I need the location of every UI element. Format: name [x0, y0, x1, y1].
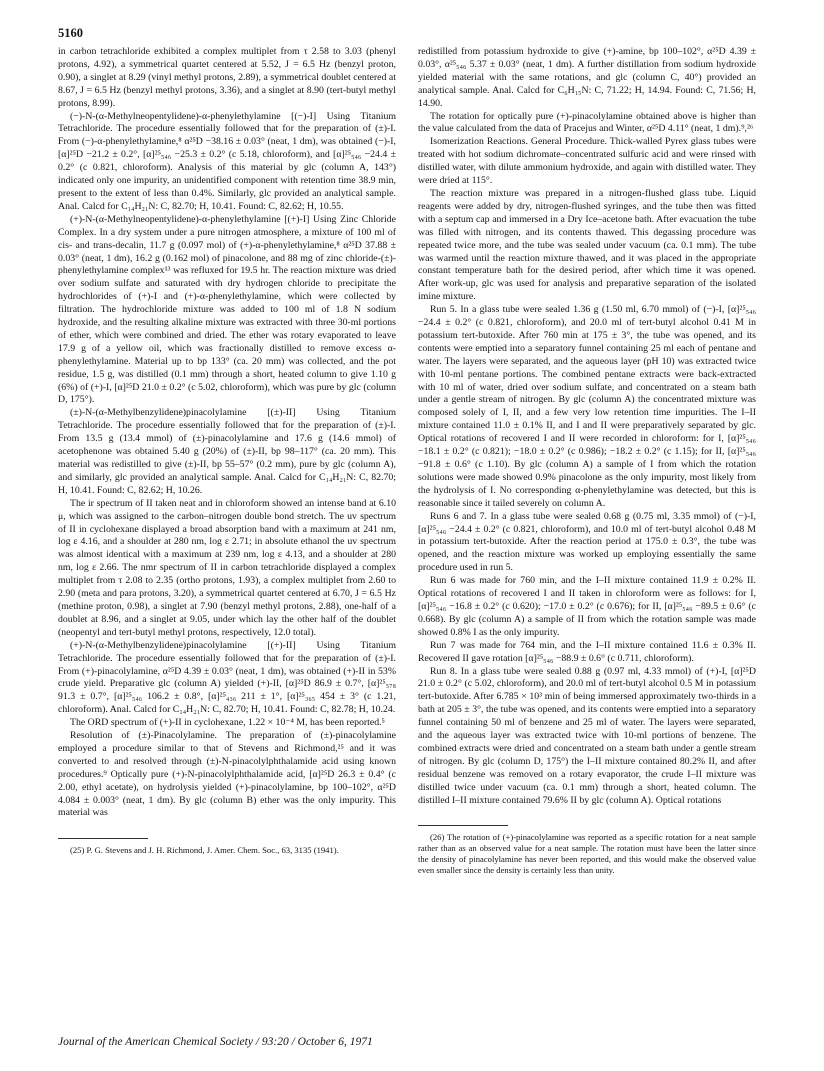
- paragraph: Resolution of (±)-Pinacolylamine. The preparation of (±)-pinacolylamine employed a procedure similar to that of Stevens and Richmond,²⁵ and it was converted to and resolved through (±)-N-pinacolylphthalamide acid using known procedures.⁹ Optically pure (+)-N-pinacolylphthalamide acid, [α]²⁵D 26.3 ± 0.4° (c 2.00, ethyl acetate), on hydrolysis yielded (+)-pinacolylamine, bp 100–102°, α²⁵D 4.084 ± 0.003° (neat, 1 dm). By glc (column B) ether was the only impurity. This material was: [58, 730, 396, 819]
- footnote: (25) P. G. Stevens and J. H. Richmond, J. Amer. Chem. Soc., 63, 3135 (1941).: [70, 845, 339, 856]
- paragraph: Run 7 was made for 764 min, and the I–II mixture contained 11.6 ± 0.3% II. Recovered II gave rotation [α]²⁵₅₄₆ −88.9 ± 0.6° (c 0.711, chloroform).: [418, 639, 756, 664]
- paragraph: (+)-N-(α-Methylneopentylidene)-α-phenylethylamine [(+)-I] Using Zinc Chloride Complex. In a dry system under a pure nitrogen atmosphere, a mixture of 100 ml of cis- and trans-decalin, 11.7 g (0.097 mol) of (+)-α-phenylethylamine,⁸ α²⁵D 37.88 ± 0.03° (neat, 1 dm), 16.2 g (0.162 mol) of pinacolone, and 88 mg of zinc chloride-(±)-phenylethylamine complex¹³ was refluxed for 19.5 hr. The reaction mixture was dried over sodium sulfate and saturated with dry hydrogen chloride to precipitate the hydrochlorides of (+)-I and (+)-α-phenylethylamine, which were collected by filtration. The hydrochloride mixture was added to 100 ml of 1.8 N sodium hydroxide, and the resulting alkaline mixture was extracted with three 30-ml portions of ether, which were combined and dried. The ether was rotary evaporated to leave 17.9 g of a yellow oil, which was fractionally distilled to remove excess α-phenylethylamine. Material up to bp 133° (ca. 20 mm) was collected, and the pot residue, 1.5 g, was distilled (0.1 mm) through a short, heated column to give 1.10 g (6%) of (+)-I, [α]²⁵D 21.0 ± 0.2° (c 5.02, chloroform), which was pure by glc (column D, 175°).: [58, 213, 396, 406]
- footnote-divider: [418, 825, 508, 826]
- paragraph: (+)-N-(α-Methylbenzylidene)pinacolylamine [(+)-II] Using Titanium Tetrachloride. The procedure essentially followed that for the preparation of (±)-I. From (+)-pinacolylamine, α²⁵D 4.39 ± 0.03° (neat, 1 dm), was obtained (+)-II in 53% crude yield. Preparative glc (column A) yielded (+)-II, [α]²⁵D 86.9 ± 0.7°, [α]²⁵₅₇₈ 91.3 ± 0.7°, [α]²⁵₅₄₆ 106.2 ± 0.8°, [α]²⁵₄₃₆ 211 ± 1°, [α]²⁵₃₆₅ 454 ± 3° (c 1.21, chloroform). Anal. Calcd for C₁₄H₂₁N: C, 82.70; H, 10.41. Found: C, 82.78; H, 10.24.: [58, 639, 396, 716]
- paragraph: The rotation for optically pure (+)-pinacolylamine obtained above is higher than the value calculated from the data of Pracejus and Winter, α²⁵D 4.11° (neat, 1 dm).⁹,²⁶: [418, 110, 756, 135]
- left-column: [58, 46, 396, 856]
- footnote: (26) The rotation of (+)-pinacolylamine was reported as a specific rotation for a neat sample rather than as an observed value for a neat sample. The rotation must have been the latter since the density of pinacolylamine has never been reported, and this would make the observed value even smaller since the density is certainly less than unity.: [418, 832, 756, 876]
- paragraph: Run 6 was made for 760 min, and the I–II mixture contained 11.9 ± 0.2% II. Optical rotations of recovered I and II taken in chloroform were as follows: for I, [α]²⁵₅₄₆ −16.8 ± 0.2° (c 0.620); −17.0 ± 0.2° (c 0.676); for II, [α]²⁵₅₄₆ −89.5 ± 0.6° (c 0.668). By glc (column A) a sample of II from which the rotation sample was made showed 0.8% I as the only impurity.: [418, 575, 756, 638]
- paragraph: in carbon tetrachloride exhibited a complex multiplet from τ 2.58 to 3.03 (phenyl protons, 4.92), a symmetrical quartet centered at 5.52, J = 6.5 Hz (benzyl proton, 0.90), a singlet at 8.29 (vinyl methyl protons, 2.89), a symmetrical doublet centered at 8.67, J = 6.5 Hz (benzyl methyl protons, 3.36), and a singlet at 8.90 (tert-butyl methyl protons, 8.99).: [58, 46, 396, 109]
- paragraph: Isomerization Reactions. General Procedure. Thick-walled Pyrex glass tubes were treated with hot sodium dichromate–concentrated sulfuric acid and were rinsed with distilled water, with dilute ammonium hydroxide, and again with distilled water. They were dried at 115°.: [418, 136, 756, 187]
- paragraph: Run 5. In a glass tube were sealed 1.36 g (1.50 ml, 6.70 mmol) of (−)-I, [α]²⁵₅₄₆ −24.4 ± 0.2° (c 0.821, chloroform), and 20.0 ml of tert-butyl alcohol 0.41 M in potassium tert-butoxide. After 760 min at 175 ± 3°, the tube was opened, and its contents were emptied into a separatory funnel containing 25 ml each of pentane and water. The layers were separated, and the aqueous layer (pH 10) was extracted twice with 10-ml pentane portions. The combined pentane extracts were back-extracted with 10 ml of water, dried over sodium sulfate, and concentrated on a steam bath under a gentle stream of nitrogen. By glc (column A) the concentrated mixture was composed solely of I, II, and a few very low retention time impurities. The I–II mixture contained 11.0 ± 0.1% II, and I and II were preparatively separated by glc. Optical rotations of recovered I and II were recorded in chloroform: for I, [α]²⁵₅₄₆ −18.1 ± 0.2° (c 0.821); −18.0 ± 0.2° (c 0.986); −18.2 ± 0.2° (c 1.15); for II, [α]²⁵₅₄₆ −91.8 ± 0.6° (c 1.10). By glc (column A) a sample of I from which the rotation solutions were made showed 0.9% pinacolone as the only impurity, most likely from the hydrolysis of I. No corresponding α-phenylethylamine was detected, but this is reasonable since it tailed severely on column A.: [418, 304, 756, 509]
- page-number: 5160: [58, 26, 83, 40]
- paragraph: The reaction mixture was prepared in a nitrogen-flushed glass tube. Liquid reagents were added by dry, nitrogen-flushed syringes, and the tube then was fitted with a septum cap and immersed in a Dry Ice–acetone bath. After evacuation the tube was filled with nitrogen, and its contents thawed. This degassing procedure was repeated twice more, and the tube was sealed under vacuum (ca. 0.1 mm). The tube was warmed until the reaction mixture thawed, and it was placed in the appropriate constant temperature bath for the desired period, after which time it was opened. After work-up, glc was used for analysis and preparative separation of the isolated imine mixture.: [418, 187, 756, 303]
- footnote-divider: [58, 838, 148, 839]
- paragraph: (±)-N-(α-Methylbenzylidene)pinacolylamine [(±)-II] Using Titanium Tetrachloride. The procedure essentially followed that for the preparation of (±)-I. From 13.5 g (13.4 mmol) of (±)-pinacolylamine and 17.6 g (14.6 mmol) of acetophenone was obtained 5.40 g (20%) of (±)-II, bp 98–117° (ca. 20 mm). This material was redistilled to give (±)-II, bp 55–57° (0.2 mm), pure by glc (column A), and similarly, glc provided an analytical sample. Anal. Calcd for C₁₄H₂₁N: C, 82.70; H, 10.41. Found: C, 82.62; H, 10.26.: [58, 407, 396, 496]
- paragraph: Run 8. In a glass tube were sealed 0.88 g (0.97 ml, 4.33 mmol) of (+)-I, [α]²⁵D 21.0 ± 0.2° (c 5.02, chloroform), and 20.0 ml of tert-butyl alcohol 0.5 M in potassium tert-butoxide. After 6.785 × 10³ min of being immersed approximately two-thirds in a bath at 205 ± 3°, the tube was opened, and its contents were emptied into a separatory funnel containing 50 ml of benzene and 25 ml of water. The layers were separated, and the aqueous layer was extracted twice with 10-ml portions of benzene. The combined extracts were dried and concentrated on a steam bath under a gentle stream of nitrogen. By glc (column D, 175°) the I–II mixture contained 80.2% II, and after residual benzene was removed on a rotary evaporator, the crude I–II mixture was distilled twice under vacuum (ca. 0.1 mm) through a short, heated column. The distilled I–II mixture contained 79.6% II by glc (column A). Optical rotations: [418, 665, 756, 806]
- journal-footer: Journal of the American Chemical Society / 93:20 / October 6, 1971: [58, 1036, 373, 1048]
- right-column: [418, 46, 756, 876]
- paragraph: Runs 6 and 7. In a glass tube were sealed 0.68 g (0.75 ml, 3.35 mmol) of (−)-I, [α]²⁵₅₄₆ −24.4 ± 0.2° (c 0.821, chloroform), and 10.0 ml of tert-butyl alcohol 0.48 M in potassium tert-butoxide. After the reaction period at 175.0 ± 0.3°, the tube was opened, and the reaction mixture was worked up employing essentially the same procedure used in run 5.: [418, 510, 756, 574]
- paragraph: The ir spectrum of II taken neat and in chloroform showed an intense band at 6.10 μ, which was assigned to the carbon–nitrogen double bond stretch. The uv spectrum of II in cyclohexane displayed a broad absorption band with a maximum at 241 nm, log ε 4.16, and a shoulder at 280 nm, log ε 2.71; in absolute ethanol the uv spectrum was almost identical with a maximum at 239 nm, log ε 4.13, and a shoulder at 280 nm, log ε 2.66. The nmr spectrum of II in carbon tetrachloride displayed a complex multiplet from τ 2.08 to 2.35 (ortho protons, 1.93), a complex multiplet from 2.60 to 2.90 (meta and para protons, 3.20), a symmetrical quartet centered at 6.70, J = 6.5 Hz (methine proton, 0.98), a singlet at 7.90 (benzyl methyl protons, 2.88), one-half of a doublet at 8.96, and a singlet at 9.05, under which lay the other half of the doublet (neopentyl and tert-butyl methyl protons, respectively, 12.0 total).: [58, 497, 396, 638]
- paragraph: (−)-N-(α-Methylneopentylidene)-α-phenylethylamine [(−)-I] Using Titanium Tetrachloride. The procedure essentially followed that for the preparation of (±)-I. From (−)-α-phenylethylamine,⁸ α²⁵D −38.16 ± 0.03° (neat, 1 dm), was obtained (−)-I, [α]²⁵D −21.2 ± 0.2°, [α]²⁵₅₄₆ −25.3 ± 0.2° (c 5.18, chloroform), and [α]²⁵₅₄₆ −24.4 ± 0.2° (c 0.821, chloroform). Analysis of this material by glc (column A, 143°) indicated only one impurity, an unidentified component with retention time 38.9 min, present to the extent of less than 0.4%. Similarly, glc provided an analytical sample. Anal. Calcd for C₁₄H₂₁N: C, 82.70; H, 10.41. Found: C, 82.62; H, 10.55.: [58, 110, 396, 212]
- paragraph: redistilled from potassium hydroxide to give (+)-amine, bp 100–102°, α²⁵D 4.39 ± 0.03°, α²⁵₅₄₆ 5.37 ± 0.03° (neat, 1 dm). A further distillation from sodium hydroxide yielded material with the same rotations, and glc (column C, 40°) provided an analytical sample. Anal. Calcd for C₆H₁₅N: C, 71.22; H, 14.94. Found: C, 71.56; H, 14.90.: [418, 46, 756, 109]
- paragraph: The ORD spectrum of (+)-II in cyclohexane, 1.22 × 10⁻⁴ M, has been reported.⁵: [70, 717, 385, 729]
